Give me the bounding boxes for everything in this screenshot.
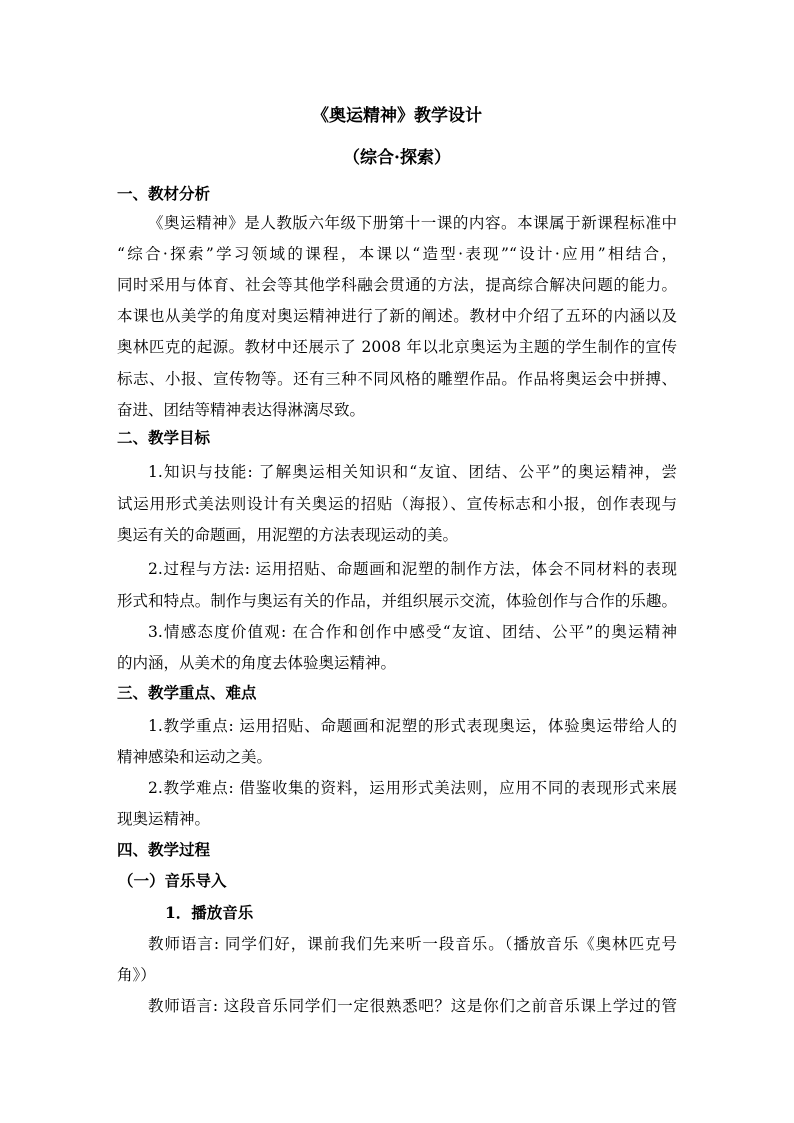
paragraph-line: 形式和特点。制作与奥运有关的作品，并组织展示交流，体验创作与合作的乐趣。 xyxy=(117,592,677,610)
section-heading: 一、教材分析 xyxy=(117,184,211,203)
section-heading: 四、教学过程 xyxy=(117,840,211,859)
paragraph-line: 奥运有关的命题画，用泥塑的方法表现运动的美。 xyxy=(117,526,459,544)
paragraph-line: 精神感染和运动之美。 xyxy=(117,748,273,766)
paragraph-line: 《奥运精神》是人教版六年级下册第十一课的内容。本课属于新课程标准中 xyxy=(148,214,677,232)
paragraph-line: 本课也从美学的角度对奥运精神进行了新的阐述。教材中介绍了五环的内涵以及 xyxy=(117,307,677,325)
paragraph-line: 试运用形式美法则设计有关奥运的招贴（海报）、宣传标志和小报，创作表现与 xyxy=(117,495,677,513)
paragraph-line: 2.教学难点: 借鉴收集的资料，运用形式美法则，应用不同的表现形式来展 xyxy=(148,779,677,797)
document-title: 《奥运精神》教学设计 xyxy=(312,106,482,126)
paragraph-line: “综合·探索”学习领域的课程，本课以“造型·表现”“设计·应用”相结合， xyxy=(117,245,677,263)
paragraph-line: 现奥运精神。 xyxy=(117,810,211,828)
paragraph-line: 奥林匹克的起源。教材中还展示了 2008 年以北京奥运为主题的学生制作的宣传 xyxy=(117,338,677,356)
paragraph-line: 教师语言: 这段音乐同学们一定很熟悉吧？这是你们之前音乐课上学过的管 xyxy=(148,997,677,1015)
document-subtitle: （综合·探索） xyxy=(343,148,451,168)
paragraph-line: 标志、小报、宣传物等。还有三种不同风格的雕塑作品。作品将奥运会中拼搏、 xyxy=(117,370,677,388)
paragraph-line: 3.情感态度价值观: 在合作和创作中感受“友谊、团结、公平”的奥运精神 xyxy=(148,623,677,641)
paragraph-line: 1.知识与技能: 了解奥运相关知识和“友谊、团结、公平”的奥运精神，尝 xyxy=(148,463,677,481)
paragraph-line: 2.过程与方法: 运用招贴、命题画和泥塑的制作方法，体会不同材料的表现 xyxy=(148,560,677,578)
subsection-heading: （一）音乐导入 xyxy=(118,871,227,890)
paragraph-line: 角》） xyxy=(117,966,156,984)
paragraph-line: 的内涵，从美术的角度去体验奥运精神。 xyxy=(117,654,397,672)
subsection-item-heading: 1．播放音乐 xyxy=(165,903,254,922)
section-heading: 二、教学目标 xyxy=(117,428,211,447)
section-heading: 三、教学重点、难点 xyxy=(117,683,257,702)
paragraph-line: 教师语言: 同学们好，课前我们先来听一段音乐。（播放音乐《奥林匹克号 xyxy=(148,935,677,953)
paragraph-line: 1.教学重点: 运用招贴、命题画和泥塑的形式表现奥运，体验奥运带给人的 xyxy=(148,717,677,735)
paragraph-line: 同时采用与体育、社会等其他学科融会贯通的方法，提高综合解决问题的能力。 xyxy=(117,276,677,294)
paragraph-line: 奋进、团结等精神表达得淋漓尽致。 xyxy=(117,401,366,419)
